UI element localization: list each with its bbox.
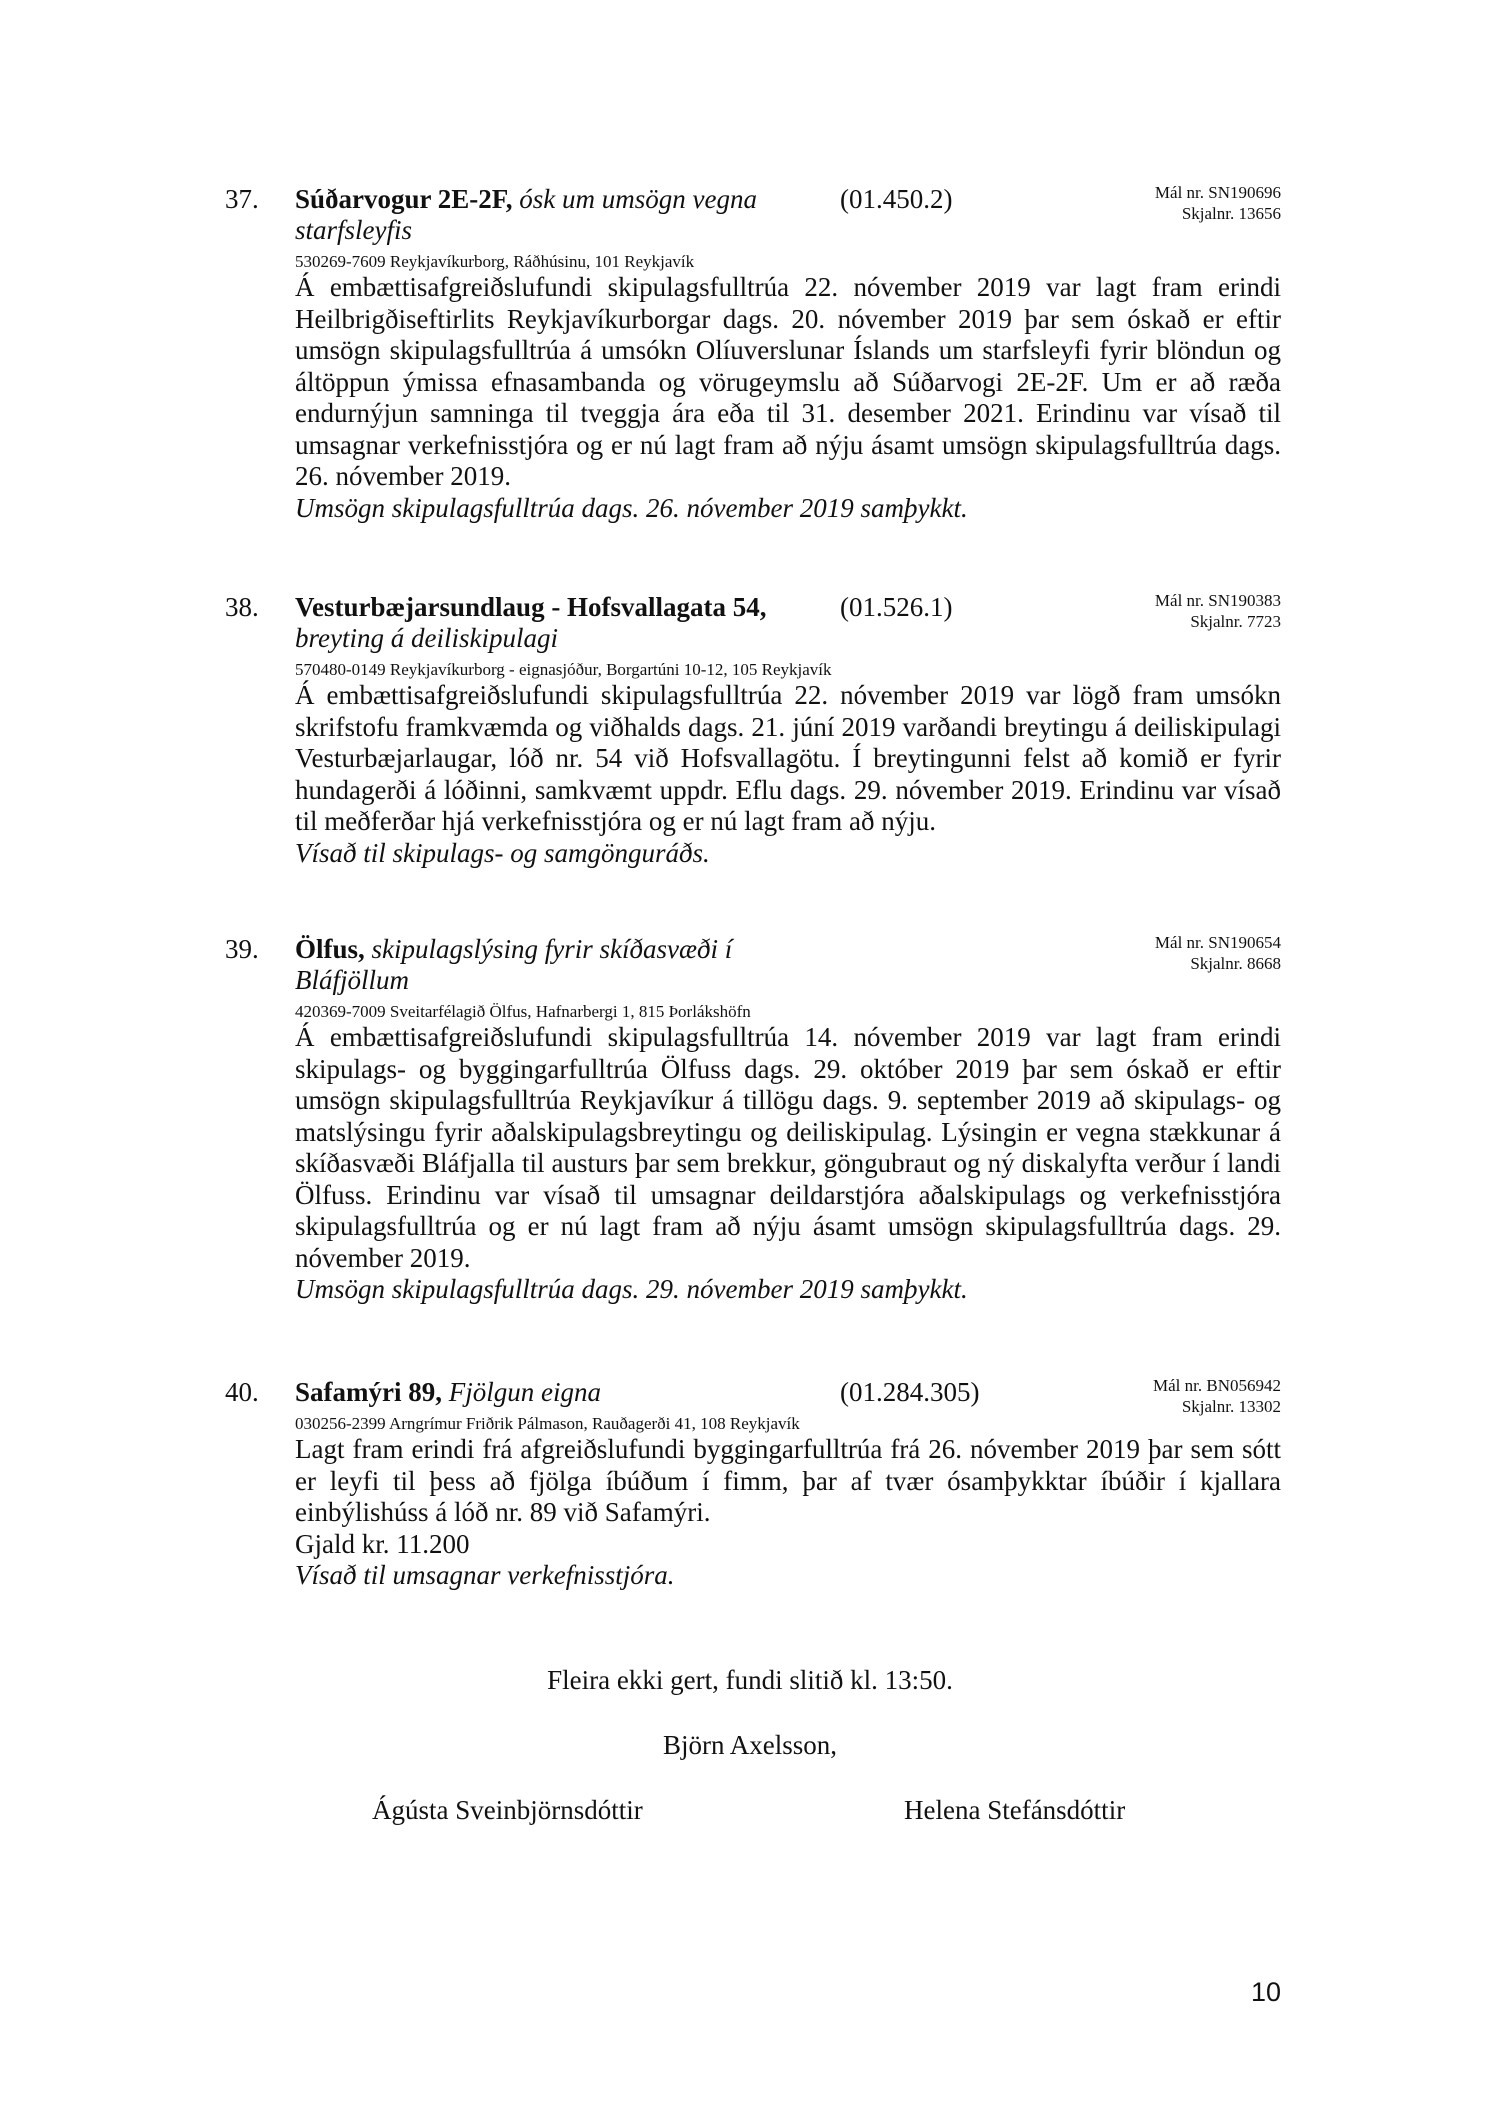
- page-number: 10: [1250, 1977, 1281, 2007]
- agenda-item-39: [225, 934, 1281, 1306]
- item-title: [295, 184, 815, 246]
- applicant-address: 420369-7009 Sveitarfélagið Ölfus, Hafnarbergi 1, 815 Þorlákshöfn: [295, 1002, 751, 1021]
- case-number-block: [1153, 1375, 1281, 1417]
- case-number: Mál nr. SN190383: [1154, 591, 1281, 610]
- item-reference: (01.450.2): [840, 184, 953, 214]
- case-number-block: [1155, 590, 1281, 632]
- item-reference: (01.284.305): [840, 1377, 980, 1407]
- item-title-bold: Ölfus,: [295, 934, 365, 964]
- item-number: 38.: [225, 592, 259, 622]
- item-title-bold: Safamýri 89,: [295, 1377, 442, 1407]
- item-body: [295, 1434, 1281, 1592]
- case-number-block: [1155, 932, 1281, 974]
- item-title: [295, 1377, 815, 1408]
- item-text: Á embættisafgreiðslufundi skipulagsfulltrúa 14. nóvember 2019 var lagt fram erindi skipulags- og byggingarfulltrúa Ölfuss dags. 29. október 2019 þar sem óskað er eftir umsögn skipulagsfulltrúa Reykjavíkur á tillögu dags. 9. september 2019 að skipulags- og matslýsingu fyrir aðalskipulagsbreytingu og deiliskipulag. Lýsingin er vegna stækkunar á skíðasvæði Bláfjalla til austurs þar sem brekkur, göngubraut og ný diskalyfta verður í landi Ölfuss. Erindinu var vísað til umsagnar deildarstjóra aðalskipulags og verkefnisstjóra skipulagsfulltrúa og er nú lagt fram að nýju ásamt umsögn skipulagsfulltrúa dags. 29. nóvember 2019.: [295, 1022, 1281, 1273]
- item-body: [295, 272, 1281, 524]
- item-header: [225, 1376, 1281, 1416]
- case-number: Mál nr. BN056942: [1153, 1376, 1281, 1395]
- item-title-italic: Fjölgun eigna: [448, 1377, 601, 1407]
- item-fee: Gjald kr. 11.200: [295, 1528, 470, 1559]
- case-number-block: [1155, 182, 1281, 224]
- case-number: Mál nr. SN190696: [1154, 183, 1281, 202]
- item-number: 39.: [225, 934, 259, 964]
- item-title-bold: Súðarvogur 2E-2F,: [295, 184, 513, 214]
- signatory-main: Björn Axelsson,: [662, 1730, 837, 1760]
- item-title-italic: ósk um umsögn vegna starfsleyfis: [295, 184, 758, 245]
- closing-statement: Fleira ekki gert, fundi slitið kl. 13:50.: [547, 1665, 953, 1695]
- item-conclusion: Vísað til umsagnar verkefnisstjóra.: [295, 1560, 675, 1590]
- document-number: Skjalnr. 8668: [1190, 954, 1281, 973]
- item-title: [295, 934, 815, 996]
- document-number: Skjalnr. 13656: [1181, 204, 1281, 223]
- item-title-bold: Vesturbæjarsundlaug - Hofsvallagata 54,: [295, 592, 767, 622]
- agenda-item-38: [225, 592, 1281, 869]
- item-conclusion: Umsögn skipulagsfulltrúa dags. 26. nóvember 2019 samþykkt.: [295, 492, 968, 523]
- item-text: Á embættisafgreiðslufundi skipulagsfulltrúa 22. nóvember 2019 var lögð fram umsókn skrifstofu framkvæmda og viðhalds dags. 21. júní 2019 varðandi breytingu á deiliskipulagi Vesturbæjarlaugar, lóð nr. 54 við Hofsvallagötu. Í breytingunni felst að komið er fyrir hundagerði á lóðinni, samkvæmt uppdr. Eflu dags. 29. nóvember 2019. Erindinu var vísað til meðferðar hjá verkefnisstjóra og er nú lagt fram að nýju.: [295, 680, 1281, 836]
- agenda-item-40: [225, 1377, 1281, 1592]
- item-number: 40.: [225, 1377, 259, 1407]
- item-body: [295, 680, 1281, 869]
- document-number: Skjalnr. 13302: [1181, 1397, 1281, 1416]
- item-header: [225, 934, 1281, 1000]
- item-text: Lagt fram erindi frá afgreiðslufundi byggingarfulltrúa frá 26. nóvember 2019 þar sem sótt er leyfi til þess að fjölga íbúðum í fimm, þar af tvær ósamþykktar íbúðir í kjallara einbýlishúss á lóð nr. 89 við Safamýri.: [295, 1434, 1281, 1527]
- signatory-left: Ágústa Sveinbjörnsdóttir: [372, 1795, 643, 1825]
- item-header: [225, 184, 1281, 250]
- applicant-address: 530269-7609 Reykjavíkurborg, Ráðhúsinu, 101 Reykjavík: [295, 252, 695, 271]
- item-title: [295, 592, 815, 654]
- item-title-italic: breyting á deiliskipulagi: [295, 623, 558, 653]
- agenda-item-37: [225, 184, 1281, 524]
- case-number: Mál nr. SN190654: [1154, 933, 1281, 952]
- document-number: Skjalnr. 7723: [1190, 612, 1281, 631]
- applicant-address: 030256-2399 Arngrímur Friðrik Pálmason, Rauðagerði 41, 108 Reykjavík: [295, 1414, 800, 1433]
- item-body: [295, 1022, 1281, 1306]
- item-reference: (01.526.1): [840, 592, 953, 622]
- item-text: Á embættisafgreiðslufundi skipulagsfulltrúa 22. nóvember 2019 var lagt fram erindi Heilbrigðiseftirlits Reykjavíkurborgar dags. 20. nóvember 2019 þar sem óskað er eftir umsögn skipulagsfulltrúa á umsókn Olíuverslunar Íslands um starfsleyfi fyrir blöndun og áltöppun ýmissa efnasambanda og vörugeymslu að Súðarvogi 2E-2F. Um er að ræða endurnýjun samninga til tveggja ára eða til 31. desember 2021. Erindinu var vísað til umsagnar verkefnisstjóra og er nú lagt fram að nýju ásamt umsögn skipulagsfulltrúa dags. 26. nóvember 2019.: [295, 272, 1281, 491]
- item-number: 37.: [225, 184, 259, 214]
- item-header: [225, 592, 1281, 658]
- item-conclusion: Vísað til skipulags- og samgönguráðs.: [295, 837, 710, 868]
- applicant-address: 570480-0149 Reykjavíkurborg - eignasjóður, Borgartúni 10-12, 105 Reykjavík: [295, 660, 832, 679]
- item-title-italic: skipulagslýsing fyrir skíðasvæði í Bláfjöllum: [295, 934, 733, 995]
- signatory-right: Helena Stefánsdóttir: [904, 1795, 1126, 1825]
- item-conclusion: Umsögn skipulagsfulltrúa dags. 29. nóvember 2019 samþykkt.: [295, 1274, 968, 1304]
